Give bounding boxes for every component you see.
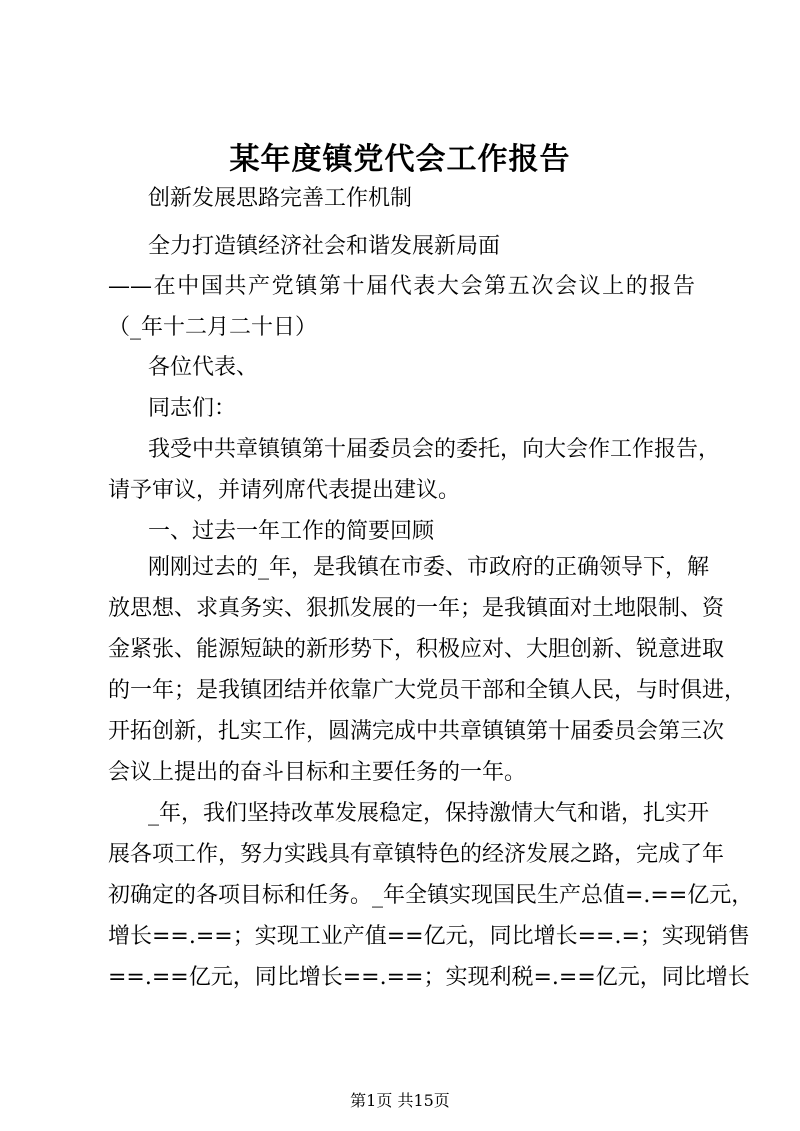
salutation-line-2: 同志们： bbox=[148, 396, 237, 421]
paragraph-line: 刚刚过去的_年，是我镇在市委、市政府的正确领导下，解 bbox=[148, 555, 710, 580]
paragraph-line: 会议上提出的奋斗目标和主要任务的一年。 bbox=[108, 760, 527, 785]
page-number-footer: 第1页 共15页 bbox=[350, 1091, 450, 1110]
subtitle-line-3: ——在中国共产党镇第十届代表大会第五次会议上的报告 bbox=[108, 274, 695, 299]
paragraph-line: 我受中共章镇镇第十届委员会的委托，向大会作工作报告， bbox=[148, 437, 721, 462]
subtitle-line-1: 创新发展思路完善工作机制 bbox=[148, 186, 413, 211]
date-line: （_年十二月二十日） bbox=[108, 315, 318, 340]
section-heading: 一、过去一年工作的简要回顾 bbox=[148, 519, 435, 544]
paragraph-line: 增长==.==；实现工业产值==亿元，同比增长==.=；实现销售 bbox=[108, 924, 750, 949]
paragraph-line: 金紧张、能源短缺的新形势下，积极应对、大胆创新、锐意进取 bbox=[108, 637, 725, 662]
document-title: 某年度镇党代会工作报告 bbox=[229, 142, 571, 177]
paragraph-line: 请予审议，并请列席代表提出建议。 bbox=[108, 478, 461, 503]
paragraph-line: 的一年；是我镇团结并依靠广大党员干部和全镇人民，与时俱进， bbox=[108, 678, 747, 703]
paragraph-line: 初确定的各项目标和任务。_年全镇实现国民生产总值=.==亿元， bbox=[108, 883, 754, 908]
paragraph-line: ==.==亿元，同比增长==.==；实现利税=.==亿元，同比增长 bbox=[108, 965, 750, 990]
paragraph-line: _年，我们坚持改革发展稳定，保持激情大气和谐，扎实开 bbox=[148, 801, 710, 826]
paragraph-line: 放思想、求真务实、狠抓发展的一年；是我镇面对土地限制、资 bbox=[108, 596, 725, 621]
paragraph-line: 开拓创新，扎实工作，圆满完成中共章镇镇第十届委员会第三次 bbox=[108, 719, 725, 744]
salutation-line-1: 各位代表、 bbox=[148, 355, 259, 380]
paragraph-line: 展各项工作，努力实践具有章镇特色的经济发展之路，完成了年 bbox=[108, 842, 725, 867]
subtitle-line-2: 全力打造镇经济社会和谐发展新局面 bbox=[148, 234, 501, 259]
